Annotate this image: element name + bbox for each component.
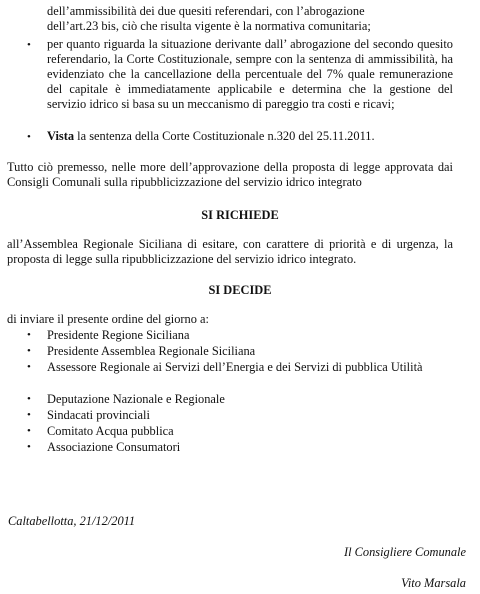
bullet-glyph: • — [27, 393, 31, 405]
premise-text: Tutto ciò premesso, nelle more dell’approvazione della proposta di legge approvata dai Consigli Comunali sulla ripubblicizzazione del servizio idrico integrato — [7, 160, 453, 189]
vista-bold: Vista — [47, 129, 75, 143]
bullet-glyph: • — [27, 441, 31, 453]
recipient-text: Presidente Regione Siciliana — [47, 328, 190, 342]
recipient-text: Presidente Assemblea Regionale Siciliana — [47, 344, 256, 358]
vista-text: la sentenza della Corte Costituzionale n.320 del 25.11.2011. — [74, 129, 375, 143]
recipient-text: Comitato Acqua pubblica — [47, 424, 174, 438]
recipient-text: Associazione Consumatori — [47, 440, 181, 454]
bullet-glyph: • — [27, 345, 31, 357]
recipient-text: Sindacati provinciali — [47, 408, 150, 422]
bullet-glyph: • — [27, 131, 31, 143]
recipient-text: Assessore Regionale ai Servizi dell’Energia e dei Servizi di pubblica Utilità — [47, 360, 423, 374]
bullet-glyph: • — [27, 409, 31, 421]
decide-intro: di inviare il presente ordine del giorno a: — [7, 312, 209, 326]
recipient-text: Deputazione Nazionale e Regionale — [47, 392, 225, 406]
place-date: Caltabellotta, 21/12/2011 — [8, 514, 136, 528]
bullet-text: per quanto riguarda la situazione derivante dall’ abrogazione del secondo quesito referendario, la Corte Costituzionale, sempre con la sentenza di ammissibilità, ha evidenziato che la cancellazione della percentuale del 7% quale remunerazione del capitale è immediatamente applicabile e determina che la gestione del servizio idrico si basa su un meccanismo di pareggio tra costi e ricavi; — [47, 37, 453, 111]
bullet-glyph: • — [27, 329, 31, 341]
signature-title: Il Consigliere Comunale — [343, 545, 466, 559]
heading-si-richiede: SI RICHIEDE — [201, 208, 279, 222]
signature-name: Vito Marsala — [401, 576, 466, 590]
bullet-glyph: • — [27, 361, 31, 373]
bullet-item-vista — [0, 129, 480, 145]
richiede-paragraph: all’Assemblea Regionale Siciliana di esitare, con carattere di priorità e di urgenza, la proposta di legge sulla ripubblicizzazione del servizio idrico integrato. — [7, 237, 453, 266]
bullet-item-corte — [0, 37, 480, 129]
bullet-glyph: • — [27, 39, 31, 51]
bullet-glyph: • — [27, 425, 31, 437]
heading-si-decide: SI DECIDE — [208, 283, 272, 297]
premise-paragraph — [7, 160, 453, 190]
continuation-line-2: dell’art.23 bis, ciò che risulta vigente è la normativa comunitaria; — [47, 19, 371, 33]
bullet-text — [47, 129, 453, 144]
continuation-line-1: dell’ammissibilità dei due quesiti referendari, con l’abrogazione — [47, 4, 365, 18]
